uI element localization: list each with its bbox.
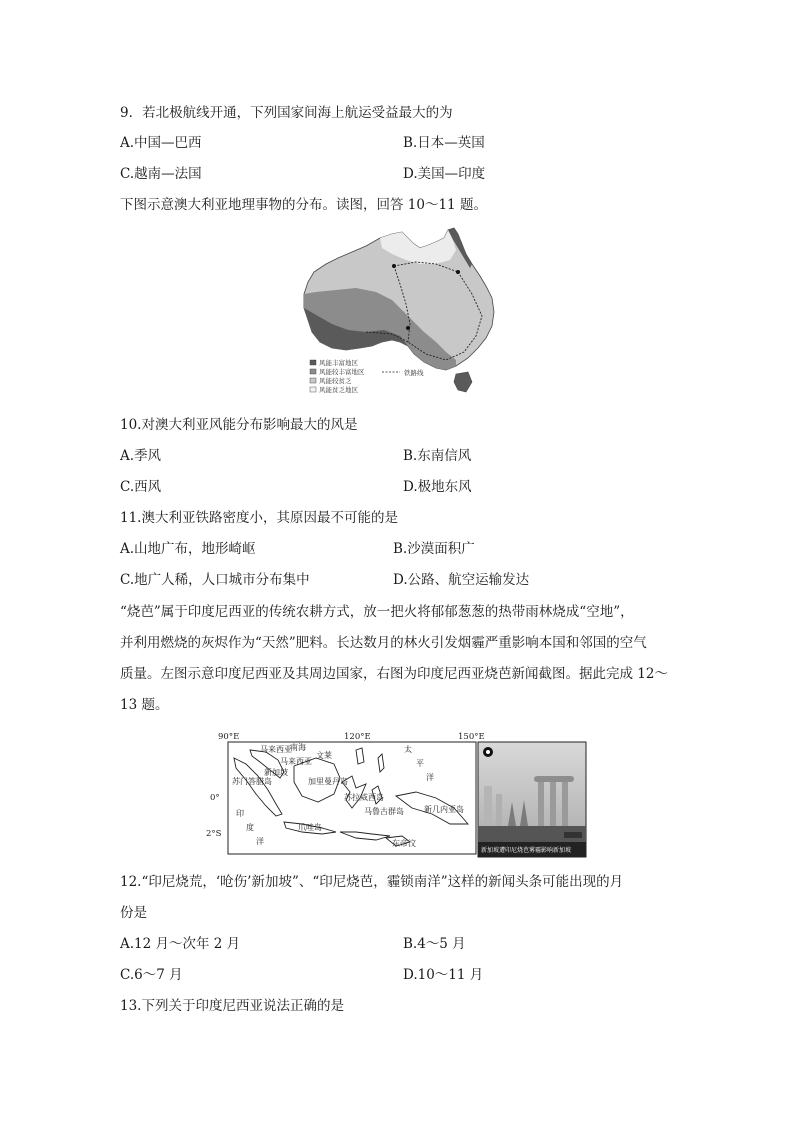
- news-caption: 新加坡遭印尼烧芭雾霾影响新加坡: [481, 847, 572, 854]
- q12-option-c: C.6～7 月: [120, 967, 183, 983]
- passage-line-3: 质量。左图示意印度尼西亚及其周边国家，右图为印度尼西亚烧芭新闻截图。据此完成 12～: [120, 666, 668, 682]
- q12-stem-1: 12.“印尼烧荒，‘呛伤’新加坡”、“印尼烧芭，霾锁南洋”这样的新闻头条可能出现的月: [120, 874, 624, 890]
- label-indian-2: 度: [246, 823, 254, 832]
- passage-line-2: 并利用燃烧的灰烬作为“天然”肥料。长达数月的林火引发烟霾严重影响本国和邻国的空气: [120, 635, 647, 651]
- label-singapore: 新加坡: [264, 768, 288, 777]
- label-java: 爪哇岛: [298, 823, 322, 832]
- q12-option-a: A.12 月～次年 2 月: [120, 936, 241, 952]
- q12-option-d: D.10～11 月: [403, 967, 484, 983]
- q13-stem: 13.下列关于印度尼西亚说法正确的是: [120, 998, 344, 1014]
- label-pacific-1: 太: [404, 745, 412, 754]
- q11-option-a: A.山地广布，地形崎岖: [120, 541, 256, 557]
- label-kalimantan: 加里曼丹岛: [308, 777, 348, 786]
- legend-railway: 铁路线: [404, 369, 424, 377]
- legend-fairly-poor: 风能较贫乏: [319, 377, 352, 385]
- q9-option-a: A.中国—巴西: [120, 135, 202, 151]
- q9-option-c: C.越南—法国: [120, 166, 202, 182]
- label-pacific-3: 洋: [426, 773, 434, 782]
- q12-option-b: B.4～5 月: [403, 936, 466, 952]
- australia-map: [296, 224, 504, 402]
- q12-stem-2: 份是: [120, 905, 147, 921]
- label-new-guinea: 新几内亚岛: [424, 805, 464, 814]
- label-indian-3: 洋: [256, 837, 264, 846]
- australia-map-legend: [310, 358, 424, 394]
- q11-option-c: C.地广人稀，人口城市分布集中: [120, 572, 310, 588]
- label-malaysia-north: 马来西亚: [260, 745, 292, 754]
- q9-stem: 9．若北极航线开通，下列国家间海上航运受益最大的为: [120, 105, 453, 121]
- legend-rich: 风能丰富地区: [319, 359, 358, 367]
- q9-option-d: D.美国—印度: [403, 166, 486, 182]
- q10-stem: 10.对澳大利亚风能分布影响最大的风是: [120, 417, 358, 433]
- q10-option-a: A.季风: [120, 448, 162, 464]
- label-brunei: 文莱: [316, 751, 332, 760]
- label-maluku: 马鲁古群岛: [364, 807, 404, 816]
- news-photo: [478, 742, 586, 857]
- q10-option-d: D.极地东风: [403, 479, 472, 495]
- label-sulawesi: 苏拉威西岛: [344, 793, 384, 802]
- lon-label-150: 150°E: [458, 732, 485, 742]
- q9-option-b: B.日本—英国: [403, 135, 485, 151]
- label-sumatra: 苏门答腊岛: [232, 777, 272, 786]
- q11-option-d: D.公路、航空运输发达: [393, 572, 530, 588]
- q11-stem: 11.澳大利亚铁路密度小，其原因最不可能的是: [120, 510, 398, 526]
- q10-option-c: C.西风: [120, 479, 162, 495]
- lon-label-90: 90°E: [218, 732, 240, 742]
- passage-line-1: “烧芭”属于印度尼西亚的传统农耕方式，放一把火将郁郁葱葱的热带雨林烧成“空地”，: [120, 604, 634, 620]
- indonesia-map: [206, 728, 485, 858]
- lon-label-120: 120°E: [344, 732, 371, 742]
- label-east-timor: 东帝汶: [392, 839, 416, 848]
- q10-option-b: B.东南信风: [403, 448, 472, 464]
- intro-10-11: 下图示意澳大利亚地理事物的分布。读图，回答 10～11 题。: [120, 197, 487, 213]
- lat-label-0: 0°: [210, 793, 220, 803]
- passage-line-4: 13 题。: [120, 697, 169, 713]
- label-malaysia: 马来西亚: [280, 757, 312, 766]
- q11-option-b: B.沙漠面积广: [393, 541, 475, 557]
- legend-fairly-rich: 风能较丰富地区: [319, 368, 365, 376]
- label-south-china-sea: 南海: [290, 743, 306, 752]
- lat-label-2s: 2°S: [206, 829, 222, 839]
- legend-poor: 风能贫乏地区: [319, 386, 358, 394]
- label-pacific-2: 平: [416, 759, 424, 768]
- label-indian-1: 印: [236, 809, 244, 818]
